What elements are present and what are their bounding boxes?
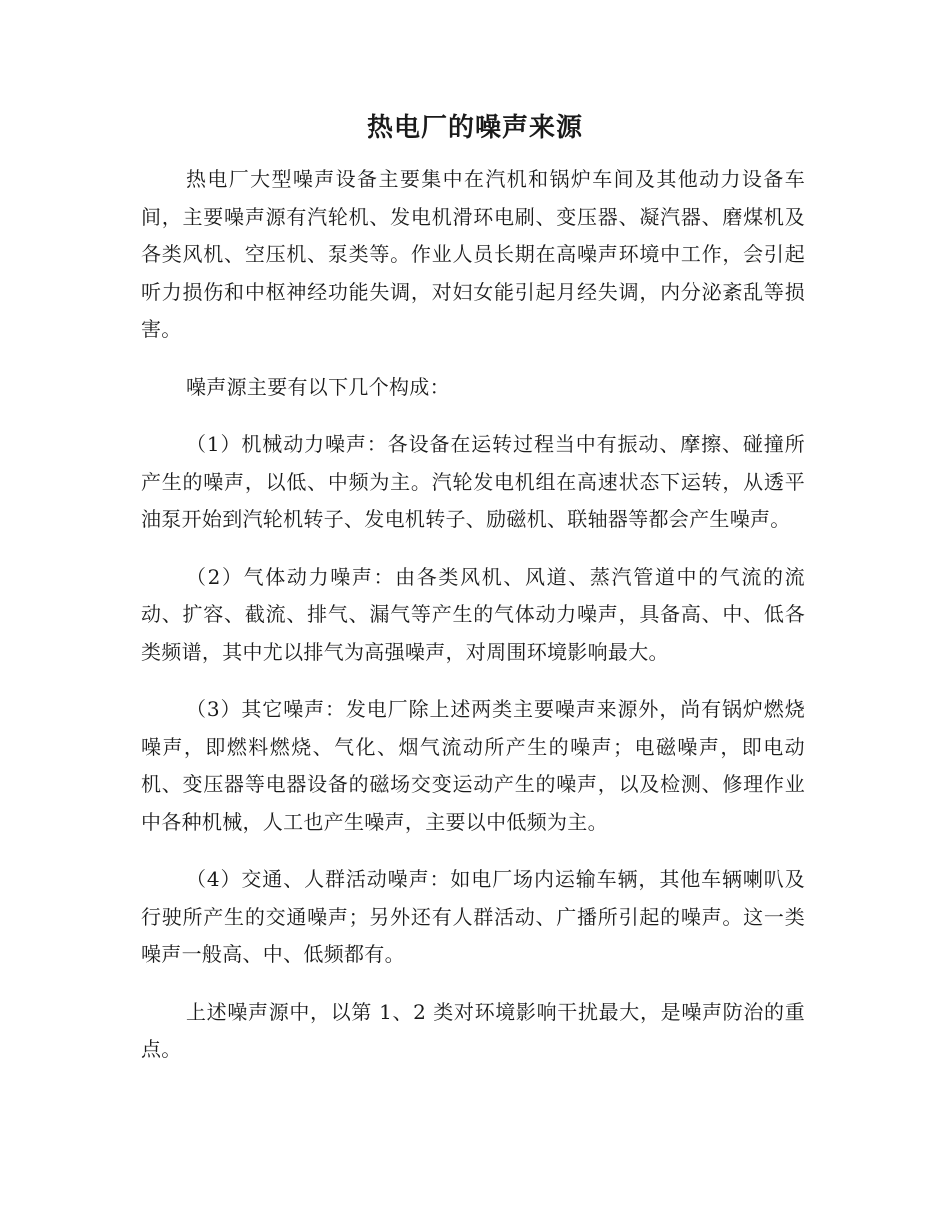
paragraph-gas-noise: （2）气体动力噪声：由各类风机、风道、蒸汽管道中的气流的流动、扩容、截流、排气、漏气等产生的气体动力噪声，具备高、中、低各类频谱，其中尤以排气为高强噪声，对周围环境影响最大。 <box>141 564 805 664</box>
paragraph-other-noise: （3）其它噪声：发电厂除上述两类主要噪声来源外，尚有锅炉燃烧噪声，即燃料燃烧、气化、烟气流动所产生的噪声；电磁噪声，即电动机、变压器等电器设备的磁场交变运动产生的噪声，以及检测、修理作业中各种机械，人工也产生噪声，主要以中低频为主。 <box>141 697 805 834</box>
paragraph-sources-lead: 噪声源主要有以下几个构成： <box>186 374 450 399</box>
paragraph-traffic-noise: （4）交通、人群活动噪声：如电厂场内运输车辆，其他车辆喇叭及行驶所产生的交通噪声；另外还有人群活动、广播所引起的噪声。这一类噪声一般高、中、低频都有。 <box>141 867 805 966</box>
document-title: 热电厂的噪声来源 <box>366 113 583 143</box>
paragraph-intro: 热电厂大型噪声设备主要集中在汽机和锅炉车间及其他动力设备车间，主要噪声源有汽轮机、发电机滑环电刷、变压器、凝汽器、磨煤机及各类风机、空压机、泵类等。作业人员长期在高噪声环境中工作，会引起听力损伤和中枢神经功能失调，对妇女能引起月经失调，内分泌紊乱等损害。 <box>141 167 805 341</box>
paragraph-conclusion: 上述噪声源中，以第 1、2 类对环境影响干扰最大，是噪声防治的重点。 <box>141 999 805 1061</box>
document-body <box>141 161 805 1089</box>
paragraph-mechanical-noise: （1）机械动力噪声：各设备在运转过程当中有振动、摩擦、碰撞所产生的噪声，以低、中频为主。汽轮发电机组在高速状态下运转，从透平油泵开始到汽轮机转子、发电机转子、励磁机、联轴器等都会产生噪声。 <box>141 432 805 531</box>
